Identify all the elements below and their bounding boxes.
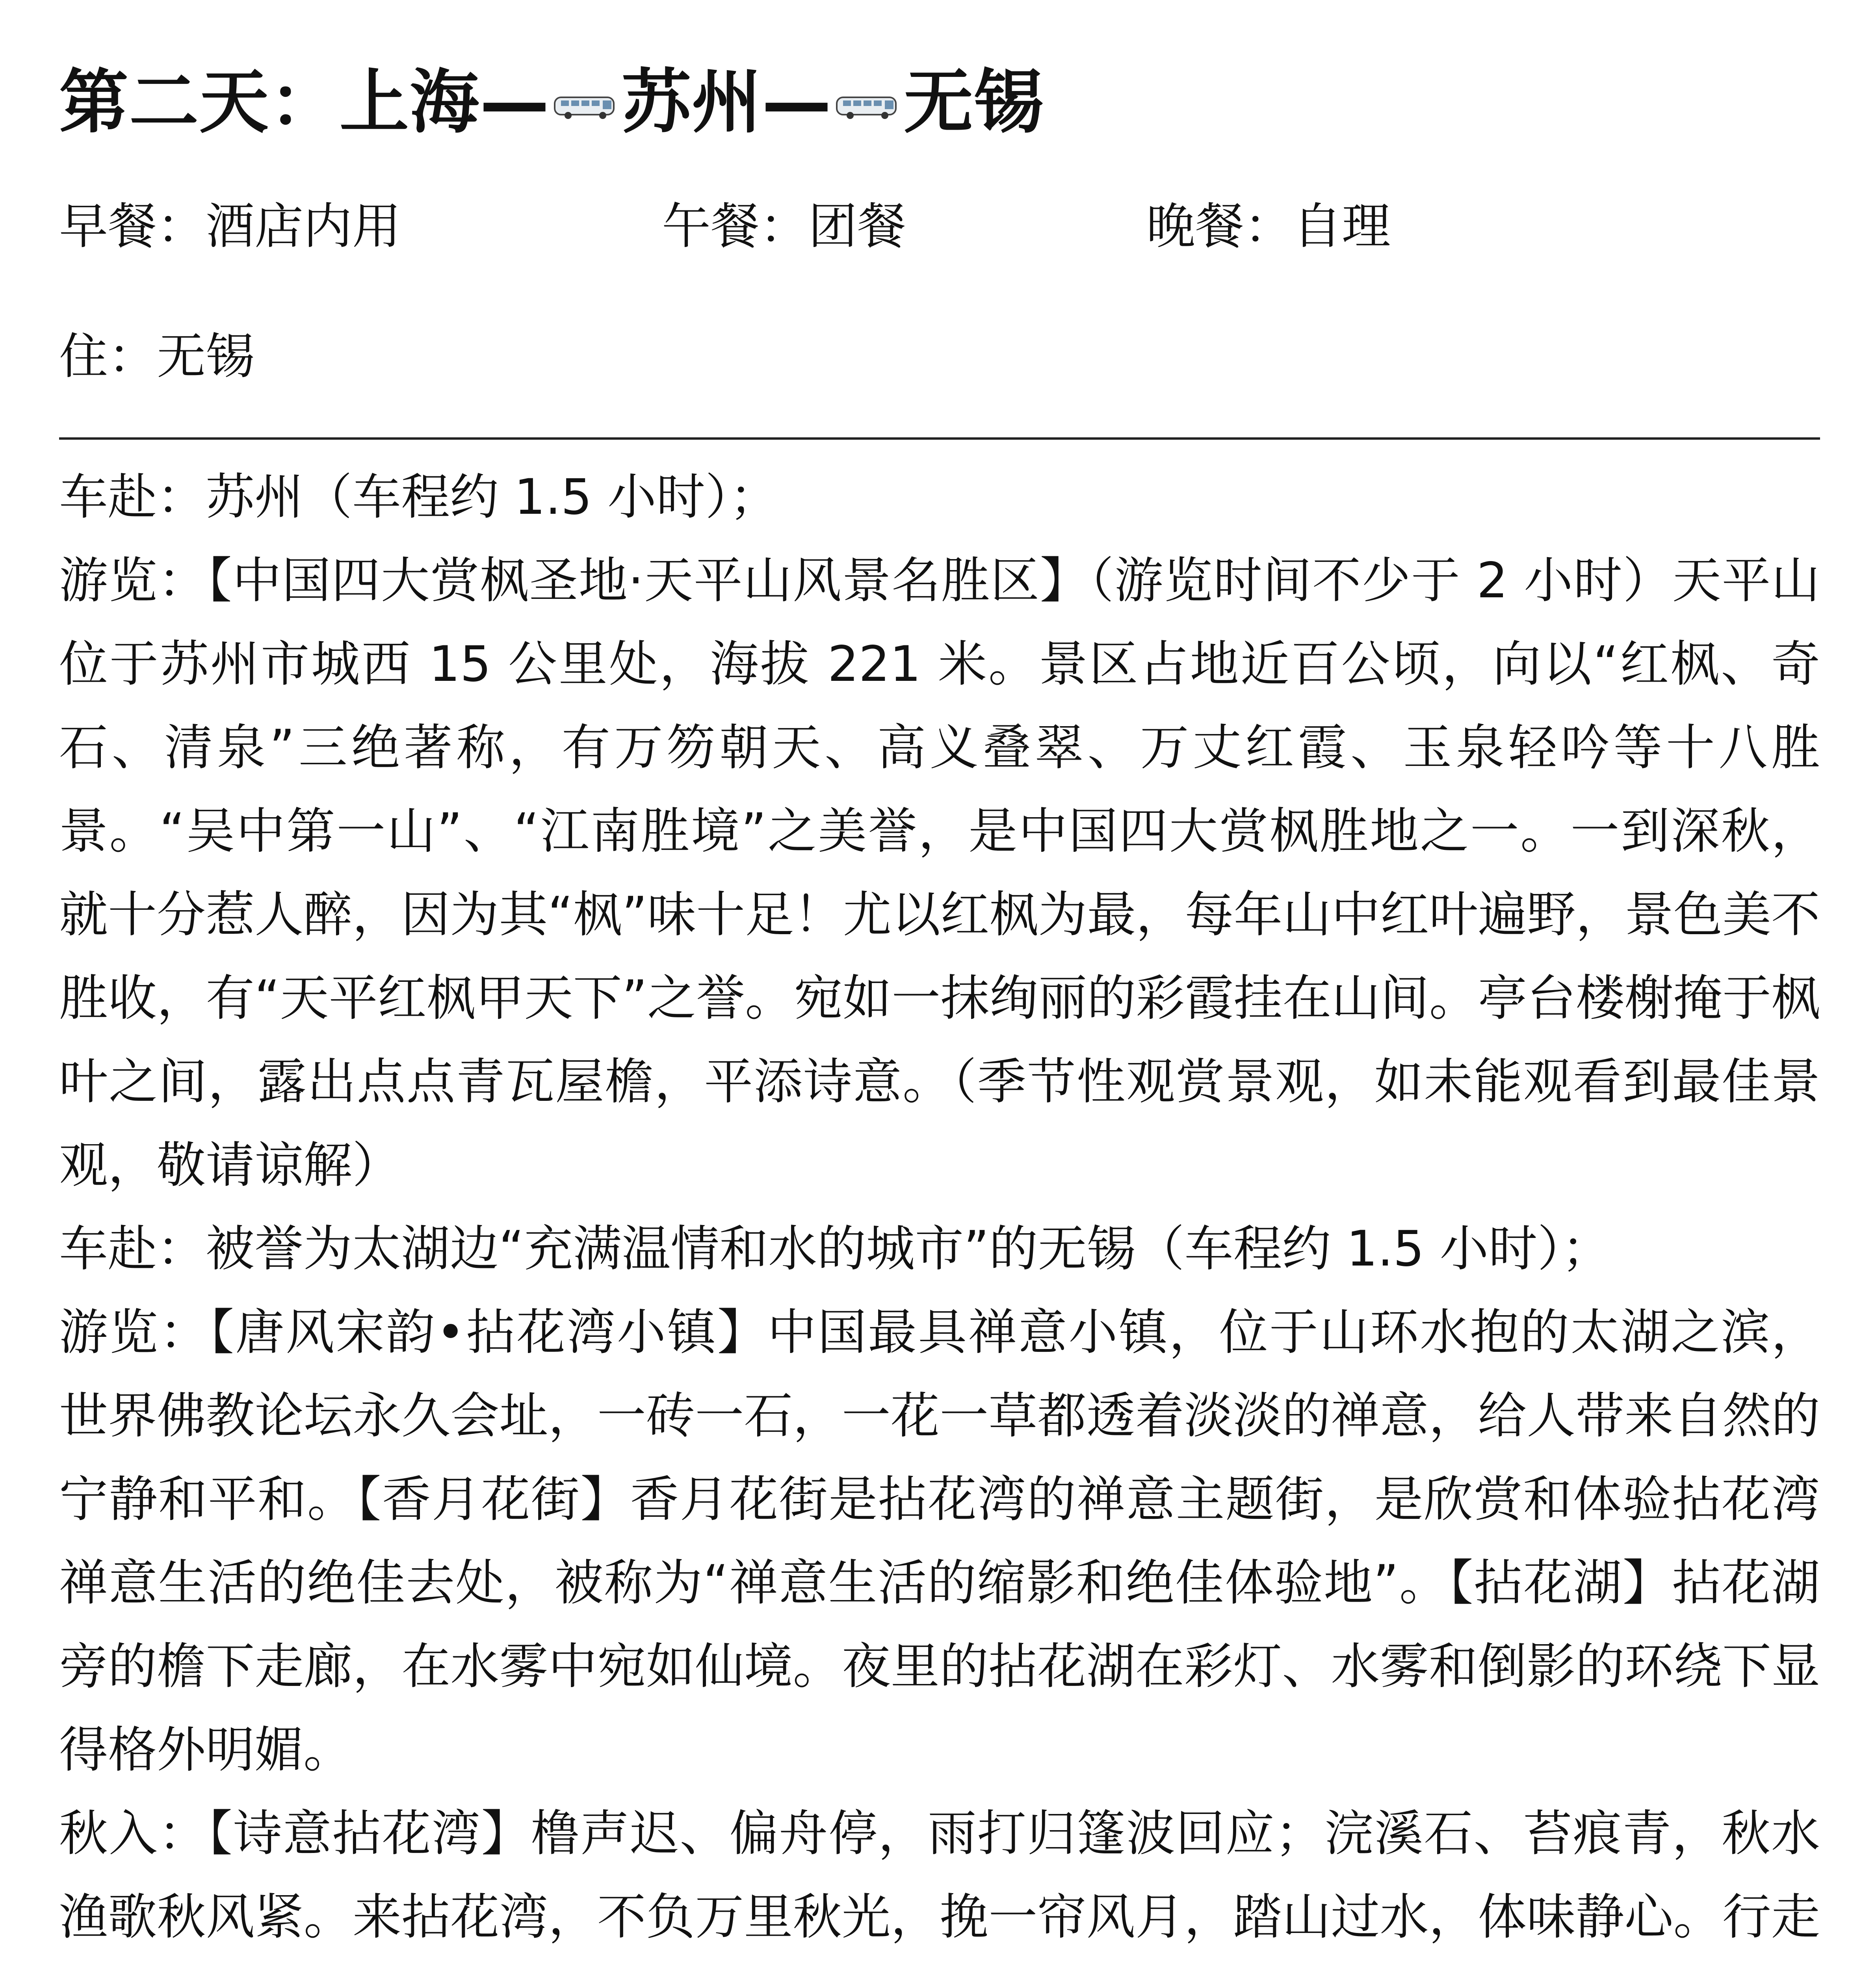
paragraph-tianping-mountain: 游览：【中国四大赏枫圣地·天平山风景名胜区】（游览时间不少于 2 小时）天平山位于苏州市城西 15 公里处，海拔 221 米。景区占地近百公顷，向以“红枫、奇石、清泉”三绝著称，有万笏朝天、高义叠翠、万丈红霞、玉泉轻吟等十八胜景。“吴中第一山”、“江南胜境”之美誉，是中国四大赏枫胜地之一。一到深秋，就十分惹人醉，因为其“枫”味十足！尤以红枫为最，每年山中红叶遍野，景色美不胜收，有“天平红枫甲天下”之誉。宛如一抹绚丽的彩霞挂在山间。亭台楼榭掩于枫叶之间，露出点点青瓦屋檐，平添诗意。（季节性观赏景观，如未能观看到最佳景观，敬请谅解）	[59, 552, 1820, 1194]
breakfast-info: 早餐：酒店内用	[59, 198, 401, 255]
lunch-info: 午餐：团餐	[662, 198, 906, 255]
accommodation-info: 住：无锡	[59, 328, 255, 385]
bus-icon	[552, 93, 619, 121]
paragraph-nianhua-bay: 游览：【唐风宋韵•拈花湾小镇】中国最具禅意小镇，位于山环水抱的太湖之滨，世界佛教论坛永久会址，一砖一石，一花一草都透着淡淡的禅意，给人带来自然的宁静和平和。【香月花街】香月花街是拈花湾的禅意主题街，是欣赏和体验拈花湾禅意生活的绝佳去处，被称为“禅意生活的缩影和绝佳体验地”。【拈花湖】拈花湖旁的檐下走廊，在水雾中宛如仙境。夜里的拈花湖在彩灯、水雾和倒影的环绕下显得格外明媚。	[59, 1304, 1820, 1779]
paragraph-transfer-suzhou: 车赴：苏州（车程约 1.5 小时）；	[59, 469, 779, 526]
title-part-1: 第二天：上海—	[59, 62, 550, 143]
itinerary-content	[59, 455, 1820, 1970]
dinner-info: 晚餐：自理	[1146, 198, 1391, 255]
title-part-3: 无锡	[904, 62, 1044, 143]
bus-icon	[834, 93, 901, 121]
title-part-2: 苏州—	[622, 62, 832, 143]
paragraph-autumn: 秋入：【诗意拈花湾】橹声迟、偏舟停，雨打归篷波回应；浣溪石、苔痕青，秋水渔歌秋风紧。来拈花湾，不负万里秋光，挽一帘风月，踏山过水，体味静心。行走	[59, 1805, 1820, 1946]
itinerary-page	[59, 55, 1820, 1970]
day-title	[59, 55, 1820, 150]
meals-row	[59, 193, 1820, 260]
divider	[59, 437, 1820, 440]
paragraph-transfer-wuxi: 车赴：被誉为太湖边“充满温情和水的城市”的无锡（车程约 1.5 小时）；	[59, 1221, 1611, 1277]
